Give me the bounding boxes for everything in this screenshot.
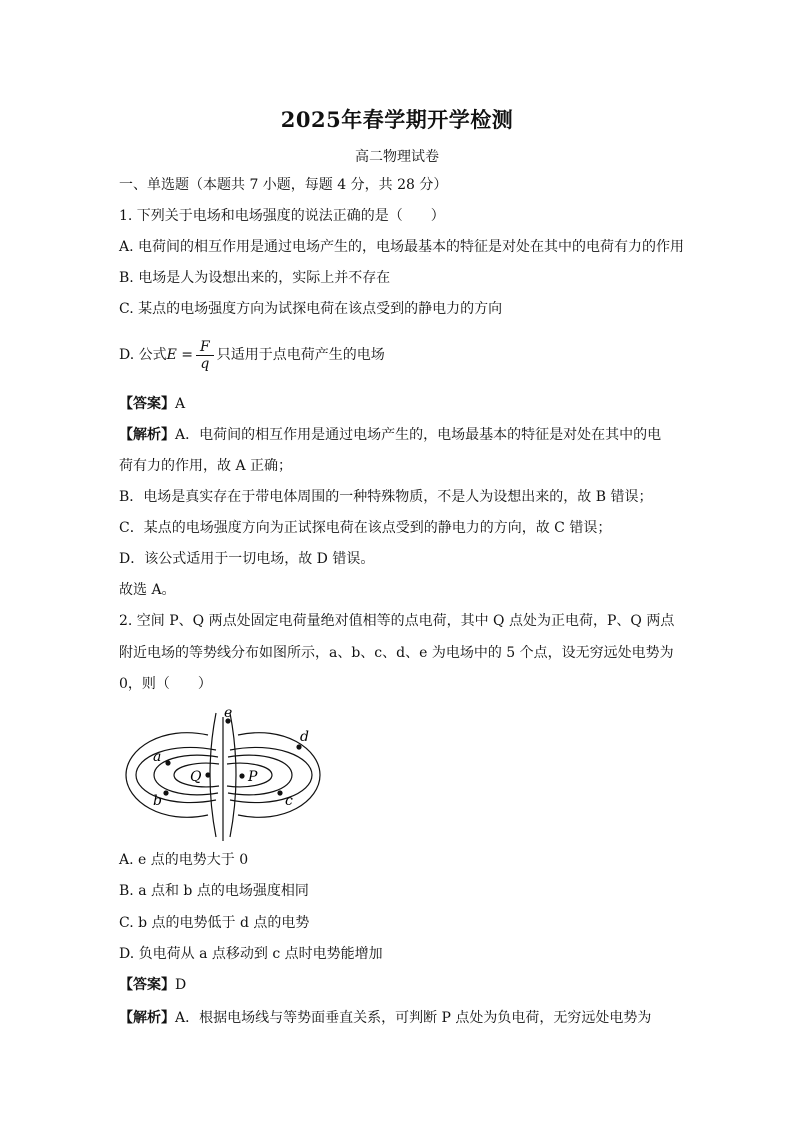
label-d: d xyxy=(300,729,309,745)
analysis-text: A．电荷间的相互作用是通过电场产生的，电场最基本的特征是对处在其中的电 xyxy=(175,427,662,443)
q1-option-a: A. 电荷间的相互作用是通过电场产生的，电场最基本的特征是对处在其中的电荷有力的作用 xyxy=(119,239,685,255)
q2-answer xyxy=(119,975,186,995)
analysis-label: 【解析】 xyxy=(119,1010,175,1026)
label-P: P xyxy=(248,769,258,785)
q1-option-c: C. 某点的电场强度方向为试探电荷在该点受到的静电力的方向 xyxy=(119,301,503,317)
q1-option-b: B. 电场是人为设想出来的，实际上并不存在 xyxy=(119,270,391,286)
point-p-charge xyxy=(239,773,244,778)
equipotential-figure xyxy=(120,705,330,845)
point-a xyxy=(165,760,170,765)
q2-option-a: A. e 点的电势大于 0 xyxy=(119,852,249,868)
formula-numerator: F xyxy=(196,339,214,356)
q2-stem-2: 附近电场的等势线分布如图所示，a、b、c、d、e 为电场中的 5 个点，设无穷远处电势为 xyxy=(119,645,674,661)
q2-stem-3: 0，则（ ） xyxy=(119,676,212,692)
page-subtitle: 高二物理试卷 xyxy=(355,149,439,165)
label-e: e xyxy=(224,705,233,721)
formula-denominator: q xyxy=(200,355,210,372)
label-Q: Q xyxy=(190,769,202,785)
equipotential-curve xyxy=(228,755,292,795)
q1-analysis-d: D．该公式适用于一切电场，故 D 错误。 xyxy=(119,551,375,567)
analysis-text: A．根据电场线与等势面垂直关系，可判断 P 点处为负电荷，无穷远处电势为 xyxy=(175,1010,652,1026)
formula-lhs: E = xyxy=(166,347,194,363)
q1-option-d-suffix: 只适用于点电荷产生的电场 xyxy=(216,347,385,363)
answer-label: 【答案】 xyxy=(119,396,175,412)
analysis-label: 【解析】 xyxy=(119,427,175,443)
formula-fraction xyxy=(196,339,214,372)
point-d xyxy=(296,744,301,749)
q1-answer xyxy=(119,394,185,414)
q1-analysis-b: B．电场是真实存在于带电体周围的一种特殊物质，不是人为设想出来的，故 B 错误； xyxy=(119,489,653,505)
q1-analysis-c: C．某点的电场强度方向为正试探电荷在该点受到的静电力的方向，故 C 错误； xyxy=(119,520,612,536)
q1-conclusion: 故选 A。 xyxy=(119,582,176,598)
label-a: a xyxy=(153,749,162,765)
q1-stem: 1. 下列关于电场和电场强度的说法正确的是（ ） xyxy=(119,208,445,224)
q1-option-d-prefix: D. 公式 xyxy=(119,347,167,363)
q2-option-b: B. a 点和 b 点的电场强度相同 xyxy=(119,883,309,899)
point-c xyxy=(277,790,282,795)
label-c: c xyxy=(285,793,293,809)
answer-value: A xyxy=(175,396,186,412)
q1-analysis-a1 xyxy=(119,425,661,445)
q2-stem-1: 2. 空间 P、Q 两点处固定电荷量绝对值相等的点电荷，其中 Q 点处为正电荷，P、Q 两点 xyxy=(119,613,675,629)
answer-label: 【答案】 xyxy=(119,977,175,993)
equipotential-curve xyxy=(230,713,236,837)
section-heading: 一、单选题（本题共 7 小题，每题 4 分，共 28 分） xyxy=(119,177,448,193)
q1-option-d xyxy=(119,336,385,374)
q2-option-d: D. 负电荷从 a 点移动到 c 点时电势能增加 xyxy=(119,946,383,962)
label-b: b xyxy=(153,793,162,809)
equipotential-curve xyxy=(210,713,216,837)
answer-value: D xyxy=(175,977,187,993)
point-q-charge xyxy=(205,772,210,777)
q2-option-c: C. b 点的电势低于 d 点的电势 xyxy=(119,915,310,931)
q1-analysis-a2: 荷有力的作用，故 A 正确； xyxy=(119,458,293,474)
page-title: 2025年春学期开学检测 xyxy=(280,107,514,132)
q2-analysis-a xyxy=(119,1008,651,1028)
point-b xyxy=(163,790,168,795)
